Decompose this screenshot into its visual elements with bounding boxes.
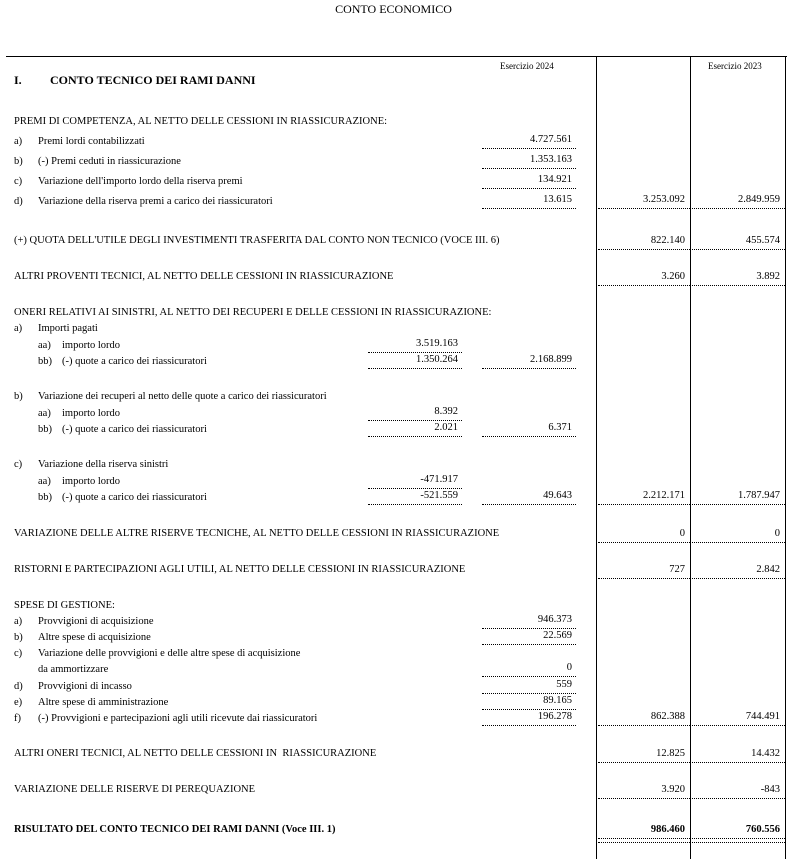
right-border: [785, 56, 786, 859]
underline: [598, 838, 690, 839]
underline: [368, 368, 462, 369]
variazione-altre-2024: 0: [679, 528, 685, 539]
document-title: CONTO ECONOMICO: [335, 2, 452, 16]
oneri-b-letter: b): [14, 391, 23, 402]
oneri-c-label: Variazione della riserva sinistri: [38, 459, 169, 470]
oneri-c-aa-label: importo lordo: [62, 476, 121, 487]
oneri-a-aa-label: importo lordo: [62, 340, 121, 351]
spese-a-value: 946.373: [537, 614, 572, 625]
underline: [692, 838, 785, 839]
underline: [482, 188, 576, 189]
spese-f-value: 196.278: [537, 711, 572, 722]
ristorni-label: RISTORNI E PARTECIPAZIONI AGLI UTILI, AL NETTO DELLE CESSIONI IN RIASSICURAZIONE: [14, 564, 466, 575]
premi-c-label: Variazione dell'importo lordo della riserva premi: [38, 176, 243, 187]
oneri-c-letter: c): [14, 459, 23, 470]
oneri-a-bb-value: 1.350.264: [416, 354, 458, 365]
underline: [482, 148, 576, 149]
underline: [368, 488, 462, 489]
underline: [482, 436, 576, 437]
section-number: I.: [14, 73, 22, 87]
oneri-a-label: Importi pagati: [38, 323, 98, 334]
perequazione-2023: -843: [760, 784, 780, 795]
variazione-altre-label: VARIAZIONE DELLE ALTRE RISERVE TECNICHE, AL NETTO DELLE CESSIONI IN RIASSICURAZIONE: [14, 528, 500, 539]
oneri-c-aa-value: -471.917: [420, 474, 458, 485]
underline: [482, 168, 576, 169]
underline: [482, 368, 576, 369]
underline: [598, 725, 690, 726]
underline: [598, 762, 690, 763]
underline: [368, 420, 462, 421]
oneri-a-letter: a): [14, 323, 23, 334]
risultato-label: RISULTATO DEL CONTO TECNICO DEI RAMI DANNI (Voce III. 1): [14, 824, 336, 835]
premi-heading: PREMI DI COMPETENZA, AL NETTO DELLE CESSIONI IN RIASSICURAZIONE:: [14, 116, 388, 127]
altri-proventi-label: ALTRI PROVENTI TECNICI, AL NETTO DELLE CESSIONI IN RIASSICURAZIONE: [14, 271, 394, 282]
oneri-c-bb-value: -521.559: [420, 490, 458, 501]
oneri-a-aa-code: aa): [38, 340, 51, 351]
risultato-2024: 986.460: [650, 824, 685, 835]
underline: [692, 842, 785, 843]
premi-c-value: 134.921: [537, 174, 572, 185]
oneri-a-bb-code: bb): [38, 356, 52, 367]
spese-a-letter: a): [14, 616, 23, 627]
oneri-c-subtotal: 49.643: [543, 490, 572, 501]
underline: [692, 208, 785, 209]
oneri-a-bb-label: (-) quote a carico dei riassicuratori: [62, 356, 207, 367]
risultato-2023: 760.556: [745, 824, 780, 835]
underline: [482, 644, 576, 645]
underline: [598, 842, 690, 843]
altri-oneri-2023: 14.432: [751, 748, 780, 759]
altri-proventi-2024: 3.260: [661, 271, 685, 282]
underline: [692, 285, 785, 286]
premi-a-label: Premi lordi contabilizzati: [38, 136, 145, 147]
underline: [368, 436, 462, 437]
premi-d-value: 13.615: [543, 194, 572, 205]
oneri-b-bb-value: 2.021: [434, 422, 458, 433]
perequazione-2024: 3.920: [661, 784, 685, 795]
spese-e-letter: e): [14, 697, 23, 708]
altri-oneri-2024: 12.825: [656, 748, 685, 759]
underline: [598, 798, 690, 799]
premi-c-letter: c): [14, 176, 23, 187]
spese-b-letter: b): [14, 632, 23, 643]
oneri-a-subtotal: 2.168.899: [530, 354, 572, 365]
altri-proventi-2023: 3.892: [756, 271, 780, 282]
underline: [692, 798, 785, 799]
premi-b-label: (-) Premi ceduti in riassicurazione: [38, 156, 181, 167]
underline: [368, 504, 462, 505]
underline: [598, 285, 690, 286]
underline: [598, 542, 690, 543]
spese-c-value: 0: [566, 662, 572, 673]
oneri-total-2024: 2.212.171: [643, 490, 685, 501]
premi-a-value: 4.727.561: [530, 134, 572, 145]
section-title: CONTO TECNICO DEI RAMI DANNI: [50, 73, 256, 87]
underline: [482, 709, 576, 710]
year-previous-header: Esercizio 2023: [708, 61, 762, 71]
premi-a-letter: a): [14, 136, 23, 147]
oneri-c-bb-code: bb): [38, 492, 52, 503]
spese-e-label: Altre spese di amministrazione: [38, 697, 169, 708]
variazione-altre-2023: 0: [774, 528, 780, 539]
underline: [598, 208, 690, 209]
premi-total-2023: 2.849.959: [738, 194, 780, 205]
underline: [598, 249, 690, 250]
altri-oneri-label: ALTRI ONERI TECNICI, AL NETTO DELLE CESSIONI IN RIASSICURAZIONE: [14, 748, 377, 759]
spese-d-letter: d): [14, 681, 23, 692]
underline: [692, 762, 785, 763]
quota-utile-2023: 455.574: [745, 235, 780, 246]
spese-f-letter: f): [14, 713, 21, 724]
spese-a-label: Provvigioni di acquisizione: [38, 616, 154, 627]
oneri-c-bb-label: (-) quote a carico dei riassicuratori: [62, 492, 207, 503]
underline: [598, 578, 690, 579]
premi-d-label: Variazione della riserva premi a carico dei riassicuratori: [38, 196, 273, 207]
oneri-heading: ONERI RELATIVI AI SINISTRI, AL NETTO DEI RECUPERI E DELLE CESSIONI IN RIASSICURAZIONE:: [14, 307, 492, 318]
underline: [598, 504, 690, 505]
quota-utile-2024: 822.140: [650, 235, 685, 246]
spese-total-2024: 862.388: [650, 711, 685, 722]
underline: [692, 725, 785, 726]
underline: [482, 628, 576, 629]
spese-d-value: 559: [556, 679, 572, 690]
underline: [482, 208, 576, 209]
oneri-b-subtotal: 6.371: [548, 422, 572, 433]
oneri-c-aa-code: aa): [38, 476, 51, 487]
spese-e-value: 89.165: [543, 695, 572, 706]
oneri-b-aa-label: importo lordo: [62, 408, 121, 419]
underline: [482, 504, 576, 505]
quota-utile-label: (+) QUOTA DELL'UTILE DEGLI INVESTIMENTI TRASFERITA DAL CONTO NON TECNICO (VOCE III. 6): [14, 235, 500, 246]
oneri-b-bb-code: bb): [38, 424, 52, 435]
spese-f-label: (-) Provvigioni e partecipazioni agli utili ricevute dai riassicuratori: [38, 713, 318, 724]
underline: [692, 542, 785, 543]
oneri-b-bb-label: (-) quote a carico dei riassicuratori: [62, 424, 207, 435]
spese-total-2023: 744.491: [745, 711, 780, 722]
spese-b-value: 22.569: [543, 630, 572, 641]
spese-b-label: Altre spese di acquisizione: [38, 632, 151, 643]
oneri-b-label: Variazione dei recuperi al netto delle quote a carico dei riassicuratori: [38, 391, 327, 402]
underline: [482, 693, 576, 694]
year-current-header: Esercizio 2024: [500, 61, 554, 71]
oneri-a-aa-value: 3.519.163: [416, 338, 458, 349]
premi-d-letter: d): [14, 196, 23, 207]
top-border: [6, 56, 787, 57]
spese-c-letter: c): [14, 648, 23, 659]
oneri-b-aa-code: aa): [38, 408, 51, 419]
col-divider-2: [690, 56, 691, 859]
ristorni-2024: 727: [669, 564, 685, 575]
oneri-b-aa-value: 8.392: [434, 406, 458, 417]
underline: [368, 352, 462, 353]
col-divider-1: [596, 56, 597, 859]
underline: [692, 249, 785, 250]
perequazione-label: VARIAZIONE DELLE RISERVE DI PEREQUAZIONE: [14, 784, 256, 795]
spese-heading: SPESE DI GESTIONE:: [14, 600, 115, 611]
spese-d-label: Provvigioni di incasso: [38, 681, 132, 692]
underline: [692, 578, 785, 579]
underline: [692, 504, 785, 505]
premi-total-2024: 3.253.092: [643, 194, 685, 205]
spese-c-label: Variazione delle provvigioni e delle altre spese di acquisizione: [38, 648, 301, 659]
oneri-total-2023: 1.787.947: [738, 490, 780, 501]
underline: [482, 725, 576, 726]
spese-c-label2: da ammortizzare: [38, 664, 109, 675]
ristorni-2023: 2.842: [756, 564, 780, 575]
underline: [482, 676, 576, 677]
premi-b-letter: b): [14, 156, 23, 167]
premi-b-value: 1.353.163: [530, 154, 572, 165]
